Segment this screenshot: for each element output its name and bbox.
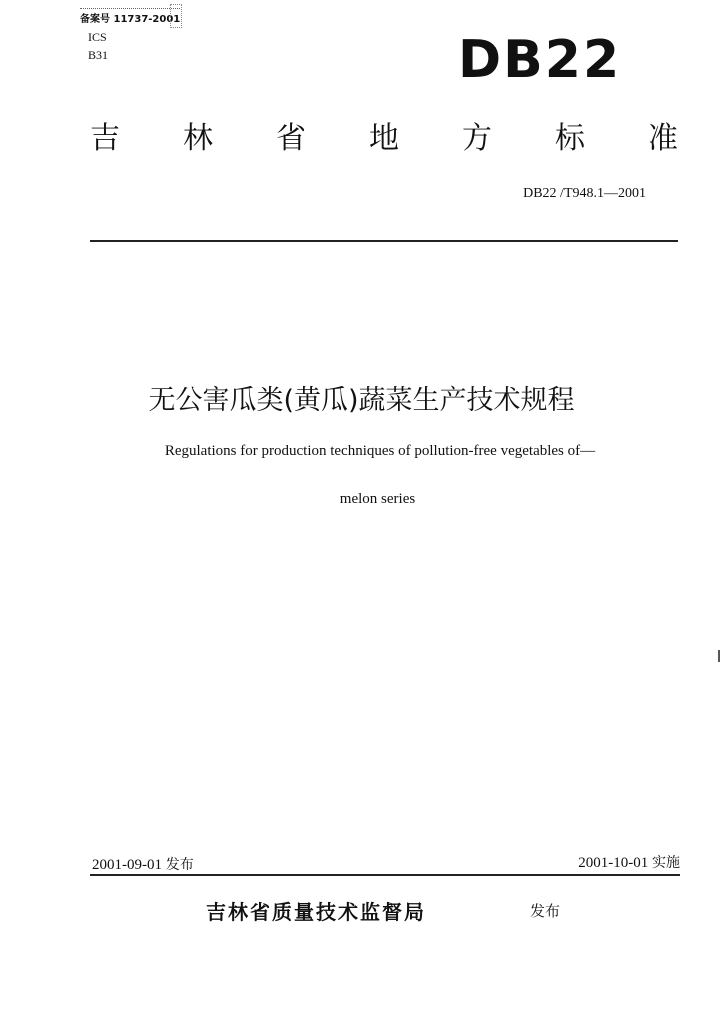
filing-box	[170, 4, 182, 28]
scan-mark	[718, 650, 720, 662]
standard-logo: DB22	[458, 30, 622, 90]
header-divider	[90, 240, 678, 242]
publisher-name: 吉林省质量技术监督局	[206, 900, 426, 924]
issue-label: 发布	[165, 857, 194, 873]
standard-title-char: 地	[369, 121, 399, 156]
standard-title-char: 准	[648, 121, 678, 156]
footer-divider	[90, 874, 680, 876]
implement-date-line	[540, 852, 680, 872]
standard-code: DB22 /T948.1—2001	[523, 186, 646, 201]
standard-title-char: 省	[276, 121, 306, 156]
ics-label: ICS	[88, 30, 107, 44]
issue-date-line	[92, 854, 194, 874]
standard-title-char: 方	[462, 121, 492, 156]
document-title-en-line1: Regulations for production techniques of pollution-free vegetables of—	[164, 443, 596, 459]
publisher-suffix: 发布	[530, 902, 561, 920]
standard-title-char: 吉	[90, 121, 120, 156]
implement-label: 实施	[652, 855, 680, 871]
standard-type-title	[90, 121, 678, 156]
ccs-code: B31	[88, 48, 109, 62]
standard-title-char: 林	[183, 121, 213, 156]
standard-title-char: 标	[555, 121, 585, 156]
document-title-en-line2: melon series	[339, 491, 416, 507]
filing-number: 备案号 11737-2001	[80, 8, 180, 25]
issue-date: 2001-09-01	[92, 857, 162, 873]
implement-date: 2001-10-01	[578, 855, 649, 871]
document-title-zh: 无公害瓜类(黄瓜)蔬菜生产技术规程	[148, 385, 575, 416]
